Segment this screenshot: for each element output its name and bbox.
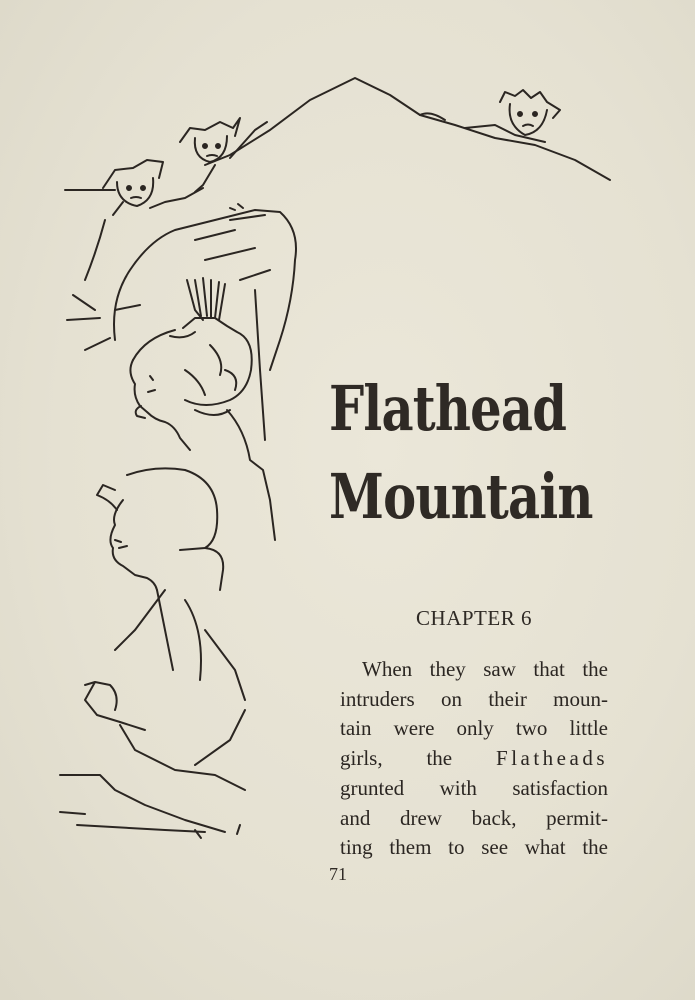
text-line: tain were only two little: [340, 716, 608, 741]
text-line: [340, 744, 608, 774]
rock-boulder: [67, 204, 296, 370]
text-line: ting them to see what the: [340, 835, 608, 860]
flathead-figure-middle: [180, 118, 267, 192]
text-segment: girls, the: [340, 746, 453, 771]
girl-lower: [85, 468, 245, 790]
flathead-figure-left: [73, 160, 203, 310]
chapter-title: [329, 365, 593, 541]
chapter-title-line-1: Flathead: [329, 372, 567, 445]
page-number: 71: [329, 864, 347, 884]
chapter-paragraph: [340, 655, 608, 863]
chapter-heading: CHAPTER 6: [416, 606, 532, 630]
text-line: and drew back, permit-: [340, 805, 608, 830]
chapter-title-line-2: Mountain: [329, 460, 593, 533]
girl-with-crown: [130, 278, 275, 540]
text-segment-spaced: Flatheads: [496, 746, 608, 771]
flathead-figure-right: [420, 90, 560, 142]
text-line: When they saw that the: [362, 657, 608, 681]
text-line: grunted with satisfaction: [340, 775, 608, 800]
text-line: intruders on their moun-: [340, 686, 608, 711]
